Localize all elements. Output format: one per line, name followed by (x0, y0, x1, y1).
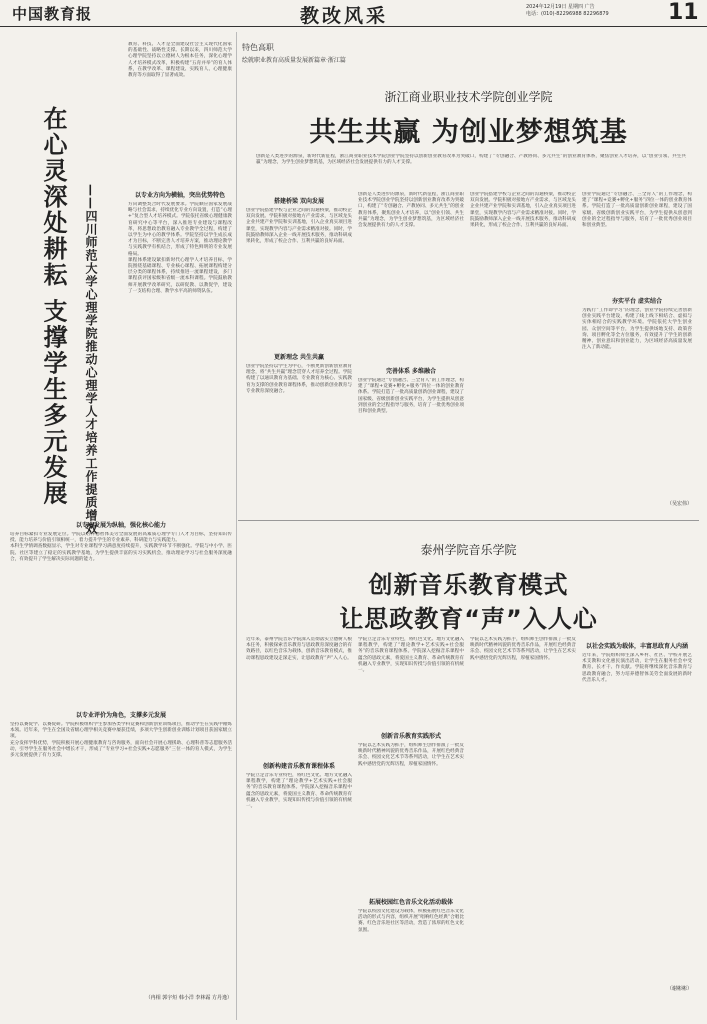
rb-section-2 (358, 637, 464, 1012)
section-heading: 更新理念 共生共赢 (273, 354, 325, 361)
section-body: 学院以艺术实践为抓手，组织师生创作排演了一批反映新时代精神风貌的优秀音乐作品，开展红色经典音乐会、校园文化艺术节等系列活动，让学生在艺术实践中感悟党的光辉历程，厚植家国情怀。 (358, 743, 464, 767)
left-section-1 (128, 186, 232, 506)
byline: （谢彬彬） (666, 986, 692, 992)
issue-phone: 电话：(010)-82296988 82296879 (526, 11, 609, 17)
rt-section-1 (246, 192, 352, 512)
rt-section-4 (582, 192, 692, 512)
section-body: 为践行“工作即学习”的理念，创业学院持续完善创新创业实践平台建设，构建了线上线下相结合、虚拟与实体相结合的实践教学环境。学院依托大学生创业园、众创空间等平台，为学生提供场地支持、政策咨询、项目孵化等全方位服务，有效提升了学生的创新精神、创业意识和创业能力，为区域经济高质量发展注入了新动能。 (582, 308, 692, 351)
left-article-intro: 教育、科技、人才是全面建设社会主义现代化国家的基础性、战略性支撑。长期以来，四川师范大学心理学院坚持以立德树人为根本任务，深化心理学人才培养模式改革，积极构建“五育并举”的育人体系，在教学改革、课程建设、实践育人、心理健康教育等方面取得了显著成效。 (128, 42, 232, 79)
left-title-line2: 支撑学生多元发展 (39, 298, 67, 507)
article-intro: 创新是人类进步的源泉，新时代新征程，浙江商业职业技术学院创业学院坚持以创新创业教育改革为突破口，构建了“专创融合、产教协同、多元共生”的创业教育体系，聚焦创业人才培养，以“创业引领、共生共赢”为理念，为学生创业梦想筑基，为区域经济社会发展提供有力的人才支撑。 (256, 154, 686, 166)
left-article-subtitle: ——四川师范大学心理学院推动心理学人才培养工作提质增效 (84, 184, 98, 535)
right-top-article (238, 36, 699, 516)
article-title-line1: 创新音乐教育模式 (368, 571, 569, 599)
section-heading: 搭建桥梁 双向发展 (273, 198, 325, 205)
issue-date: 2024年12月19日 星期四 广告 (526, 4, 595, 10)
section-body-continued: 学院以艺术实践为抓手，组织师生创作排演了一批反映新时代精神风貌的优秀音乐作品，开展红色经典音乐会、校园文化艺术节等系列活动，让学生在艺术实践中感悟党的光辉历程，厚植家国情怀。 (470, 637, 576, 661)
byline: （冉相 郭宇烜 韩小洋 李林霜 方丹逸） (145, 995, 232, 1001)
rb-section-4 (582, 637, 692, 1012)
section-body: 创业学院搭建学校与企业之间的沟通桥梁，推动校企双向发展。学院积极对接地方产业需求，与区域龙头企业共建产业学院和实训基地，引入企业真实项目进课堂，实现教学内容与产业需求精准对接。同时，学院鼓励教师深入企业一线开展技术服务，推动科研成果转化，形成了校企合作、互利共赢的良好局面。 (246, 208, 352, 245)
section-heading: 创新构建音乐教育课程体系 (262, 763, 335, 770)
column-name: 特色高职 (242, 43, 274, 52)
section-body: 方向调整契合时代发展要求。学院顺应国家发展战略与社会需求，持续优化专业方向设置，打造“心理+”复合型人才培养模式。学院依托省级心理健康教育研究中心等平台，深入推进专业建设与课程改革，将思想政治教育融入专业教学全过程，构建了以学生为中心的教学体系。学院坚持以学生成长成才为目标，不断完善人才培养方案，推动理论教学与实践教学有机结合，形成了特色鲜明的专业发展格局。 课程体系建设紧扣新时代心理学人才培养目标，学院围绕基础课程、专业核心课程、拓展课程构建分层分类的课程体系，持续推进一流课程建设，多门课程获评国家级和省级一流本科课程。学院鼓励教师开展教学改革研究，以研促教、以教促学，建设了一支结构合理、教学水平高的师资队伍。 (128, 202, 232, 294)
section-body: 近年来，学院组织师生深入乡村、社区、学校开展艺术支教和文化惠民演出活动，让学生在服务社会中受教育、长才干、作贡献。学院将继续深化音乐教育与思政教育融合，努力培养德智体美劳全面发展的新时代音乐人才。 (582, 653, 692, 683)
section-body-continued: 创新是人类进步的源泉，新时代新征程，浙江商业职业技术学院创业学院坚持以创新创业教育改革为突破口，构建了“专创融合、产教协同、多元共生”的创业教育体系，聚焦创业人才培养，以“创业引领、共生共赢”为理念，为学生创业梦想筑基，为区域经济社会发展提供有力的人才支撑。 (358, 192, 464, 229)
section-heading: 创新音乐教育实践形式 (380, 733, 441, 740)
newspaper-logo: 中国教育报 (12, 5, 93, 23)
section-heading: 拓展校园红色音乐文化活动载体 (368, 899, 453, 906)
left-title-line1: 在心灵深处耕耘 (39, 106, 67, 288)
left-article-title (32, 106, 70, 506)
rt-section-2 (358, 192, 464, 512)
column-series: 绘就职业教育高质量发展新篇章·浙江篇 (242, 57, 346, 64)
section-body-continued: 创业学院搭建学校与企业之间的沟通桥梁，推动校企双向发展。学院积极对接地方产业需求，与区域龙头企业共建产业学院和实训基地，引入企业真实项目进课堂，实现教学内容与产业需求精准对接。同时，学院鼓励教师深入企业一线开展技术服务，推动科研成果转化，形成了校企合作、互利共赢的良好局面。 (470, 192, 576, 229)
section-body-continued: 学院立足音乐专业特色，将红色文化、地方文化融入课程教学，构建了“理论教学+艺术实践+社会服务”的音乐教育课程体系。学院深入挖掘音乐课程中蕴含的思政元素，将爱国主义教育、革命传统教育有机融入专业教学，实现知识传授与价值引领的有机统一。 (358, 637, 464, 674)
rb-section-3 (470, 637, 576, 1012)
article-org: 浙江商业职业技术学院创业学院 (384, 90, 553, 104)
article-org: 泰州学院音乐学院 (420, 543, 517, 557)
section-body-continued: 创业学院通过“专创融合、三全育人”的工作理念，构建了“课程+竞赛+孵化+服务”四位一体的创业教育体系。学院打造了一批高质量创新创业课程，建设了国家级、省级创新创业实践平台，为学生提供从创意到创业的全过程指导与服务，培育了一批优秀创业项目和创业典型。 (582, 192, 692, 229)
right-bottom-article (238, 520, 699, 1021)
left-article (8, 36, 234, 1016)
article-title-line2: 让思政教育“声”入人心 (339, 605, 598, 633)
issue-meta (526, 4, 656, 18)
masthead (0, 0, 707, 27)
rb-section-1 (246, 637, 352, 1012)
section-heading: 以专业评价为角色，支撑多元发展 (75, 712, 166, 719)
rt-section-3 (470, 192, 576, 512)
left-section-2 (10, 516, 232, 696)
byline: （吴宏伟） (666, 501, 692, 507)
left-section-3 (10, 706, 232, 1006)
section-heading: 以专业发展为纵轴，强化核心能力 (75, 522, 166, 529)
article-title: 共生共赢 为创业梦想筑基 (309, 117, 628, 148)
column-tag (242, 42, 482, 62)
section-title: 教改风采 (300, 5, 389, 27)
section-body: 学院立足音乐专业特色，将红色文化、地方文化融入课程教学，构建了“理论教学+艺术实践+社会服务”的音乐教育课程体系。学院深入挖掘音乐课程中蕴含的思政元素，将爱国主义教育、革命传统教育有机融入专业教学，实现知识传授与价值引领的有机统一。 (246, 773, 352, 810)
section-body: 培养目标紧扣专业发展定位。学院以培养德智体美劳全面发展的高素质心理学专门人才为目标，坚持知识传授、能力培养与价值引领相统一，着力提升学生的专业素养、科研能力与实践能力。 本科生学情调查数据显示，学生对专业课程学习满意度持续提升，实践教学环节不断强化。学院与中小学、医院、社区等建立了稳定的实践教学基地，为学生提供丰富的实习实践机会，推动理论学习与社会服务深度融合，有效提升了学生解决实际问题的能力。 (10, 532, 232, 562)
article-intro: 近年来，泰州学院音乐学院深入贯彻落实立德树人根本任务，积极探索音乐教育与思政教育深度融合的有效路径，以红色音乐为载体，创新音乐教育模式，推动课程思政建设走深走实，让思政教育“声”入人心。 (246, 637, 352, 661)
section-heading: 以专业方向为横轴，突出优势特色 (134, 192, 225, 199)
section-body: 坚持以赛促学、以赛促研。学院积极组织学生参加各类学科竞赛和创新创业训练项目，推动学生在实践中锤炼本领。近年来，学生在全国及省级心理学相关竞赛中屡获佳绩，多项大学生创新创业训练计划项目获国家级立项。 充分发挥学科优势，学院积极开展心理健康教育与咨询服务，面向社会开展心理援助、心理科普等志愿服务活动，引导学生在服务社会中增长才干，形成了“专业学习+社会实践+志愿服务”三位一体的育人模式，为学生多元发展提供了有力支撑。 (10, 722, 232, 759)
page-number: 11 (668, 0, 699, 25)
section-body: 学院以校园文化建设为载体，积极拓展红色音乐文化活动的形式与内容，组织开展“唱响红色经典”合唱比赛、红色音乐进社区等活动，营造了浓厚的红色文化氛围。 (358, 909, 464, 933)
column-divider (236, 32, 237, 1020)
section-heading: 以社会实践为载体，丰富思政育人内涵 (585, 643, 688, 650)
section-heading: 完善体系 多维融合 (385, 368, 437, 375)
section-heading: 夯实平台 虚实结合 (611, 298, 663, 305)
section-body: 创业学院坚持以学生为中心，不断更新创新创业教育理念，将“共生共赢”理念贯穿人才培养全过程。学院构建了以通识教育为基础、专业教育为核心、实践教育为支撑的创业教育课程体系，推动创新创业教育与专业教育深度融合。 (246, 364, 352, 394)
section-body: 创业学院通过“专创融合、三全育人”的工作理念，构建了“课程+竞赛+孵化+服务”四位一体的创业教育体系。学院打造了一批高质量创新创业课程，建设了国家级、省级创新创业实践平台，为学生提供从创意到创业的全过程指导与服务，培育了一批优秀创业项目和创业典型。 (358, 378, 464, 415)
